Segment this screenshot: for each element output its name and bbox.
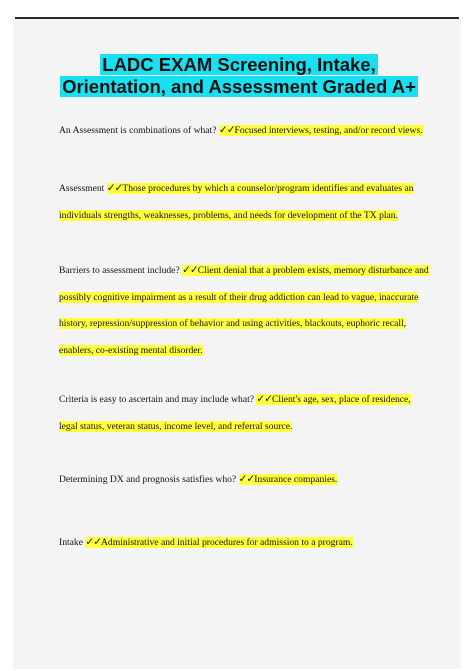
qa-item — [59, 387, 429, 440]
check-icon: ✓✓ — [106, 183, 123, 194]
answer-text: Focused interviews, testing, and/or record views. — [234, 125, 423, 136]
qa-item — [59, 467, 429, 494]
answer-text: Insurance companies. — [254, 474, 338, 485]
check-icon: ✓✓ — [256, 394, 273, 405]
answer-text: Client denial that a problem exists, memory disturbance and possibly cognitive impairment as a result of their drug addiction can lead to vague, inaccurate history, repression/suppression of behavior and using activities, blackouts, euphoric recall, enablers, co-existing mental disorder. — [59, 265, 429, 356]
document-title — [48, 54, 430, 98]
qa-item — [59, 530, 429, 557]
answer-text: Those procedures by which a counselor/program identifies and evaluates an individuals strengths, weaknesses, problems, and needs for development of the TX plan. — [59, 183, 414, 221]
title-line-1: LADC EXAM Screening, Intake, — [102, 54, 376, 75]
question-text: Barriers to assessment include? — [59, 265, 180, 276]
check-icon: ✓✓ — [85, 537, 101, 548]
qa-item — [59, 176, 429, 229]
title-line-2: Orientation, and Assessment Graded A+ — [62, 76, 416, 97]
question-text: An Assessment is combinations of what? — [59, 125, 217, 136]
check-icon: ✓✓ — [238, 474, 255, 485]
qa-item — [59, 118, 429, 145]
check-icon: ✓✓ — [182, 265, 198, 276]
check-icon: ✓✓ — [218, 125, 235, 136]
question-text: Intake — [59, 537, 83, 548]
question-text: Assessment — [59, 183, 105, 194]
question-text: Determining DX and prognosis satisfies who? — [59, 474, 237, 485]
answer-text: Administrative and initial procedures for admission to a program. — [101, 537, 353, 548]
qa-item — [59, 258, 429, 364]
answer-text: Client's age, sex, place of residence, legal status, veteran status, income level, and referral source. — [59, 394, 411, 432]
question-text: Criteria is easy to ascertain and may include what? — [59, 394, 254, 405]
